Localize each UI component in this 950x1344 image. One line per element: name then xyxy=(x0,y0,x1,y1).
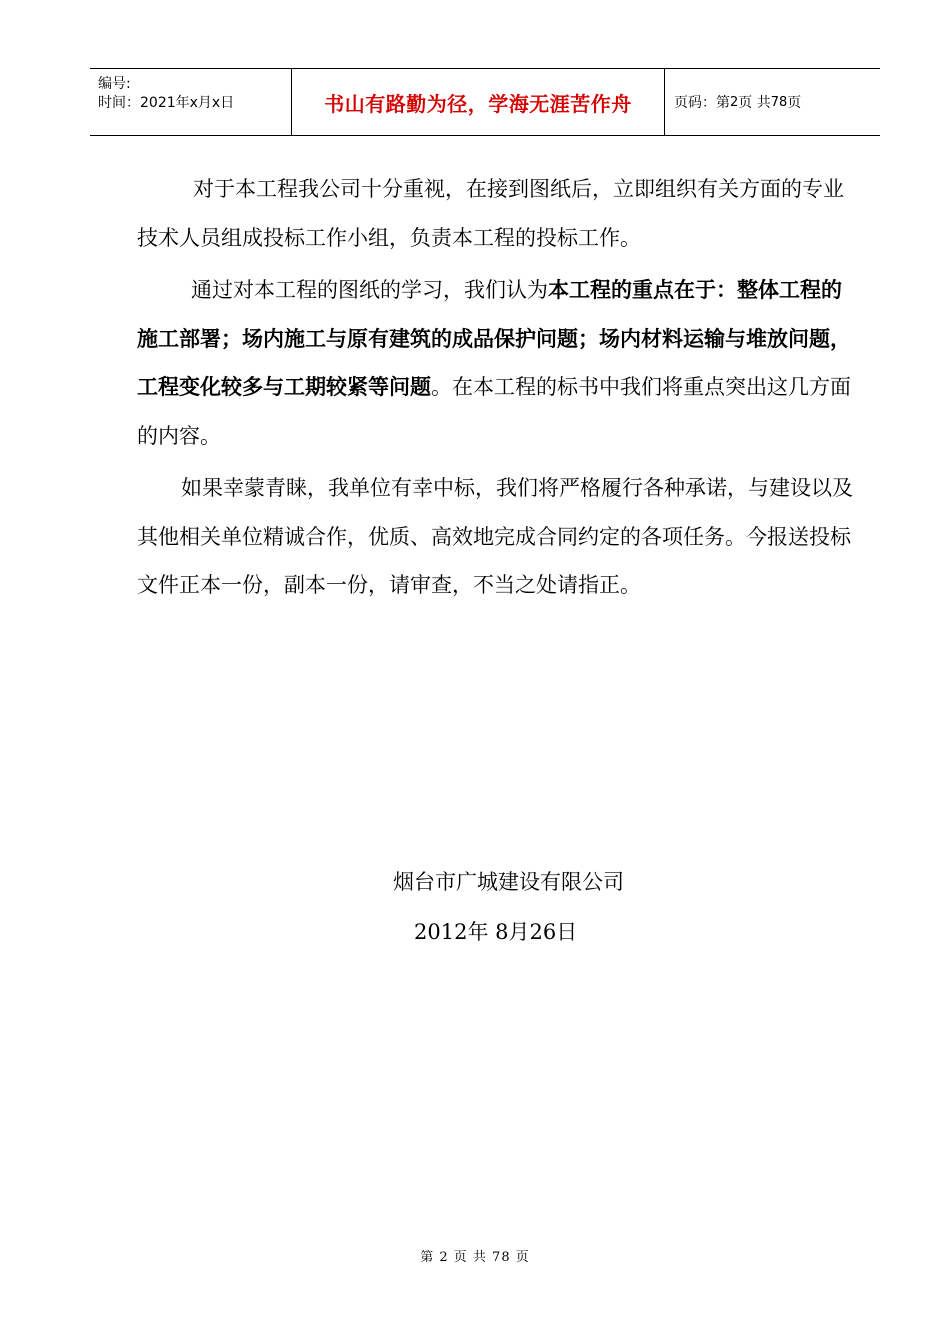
header-page-prefix: 页码：第 xyxy=(674,95,730,111)
paragraph-1: 对于本工程我公司十分重视，在接到图纸后，立即组织有关方面的专业技术人员组成投标工作小组，负责本工程的投标工作。 xyxy=(137,177,844,250)
paragraph-2-lead: 通过对本工程的图纸的学习，我们认为 xyxy=(191,278,548,302)
paragraph-2-tail: 。在本工程的标书中我们将重点突出这几方面的内容。 xyxy=(137,375,851,448)
header-page-total: 78 xyxy=(770,94,788,110)
page-footer: 第 2 页 共 78 页 xyxy=(420,1250,530,1265)
header-motto: 书山有路勤为径，学海无涯苦作舟 xyxy=(324,91,632,116)
header-page-middle: 页 共 xyxy=(738,95,771,111)
header-meta xyxy=(98,75,234,113)
header-divider-right xyxy=(664,69,665,135)
header-page-current: 2 xyxy=(730,94,739,110)
paragraph-3: 如果幸蒙青睐，我单位有幸中标，我们将严格履行各种承诺，与建设以及其他相关单位精诚合作，优质、高效地完成合同约定的各项任务。今报送投标文件正本一份，副本一份，请审查，不当之处请指正。 xyxy=(137,476,853,597)
paragraph-2-key-points: 本工程的重点在于：整体工程的施工部署；场内施工与原有建筑的成品保护问题；场内材料运输与堆放问题，工程变化较多与工期较紧等问题 xyxy=(137,278,851,399)
header-page-info xyxy=(674,69,801,135)
company-name: 烟台市广城建设有限公司 xyxy=(393,870,624,894)
letter-body xyxy=(137,165,857,614)
signature-date: 2012年 8月26日 xyxy=(414,920,578,944)
header-number-label: 编号: xyxy=(98,76,131,92)
paragraph-2 xyxy=(137,266,857,460)
page-header xyxy=(90,68,880,136)
header-time-label: 时间：2021年x月x日 xyxy=(98,95,235,111)
header-page-suffix: 页 xyxy=(787,95,802,111)
